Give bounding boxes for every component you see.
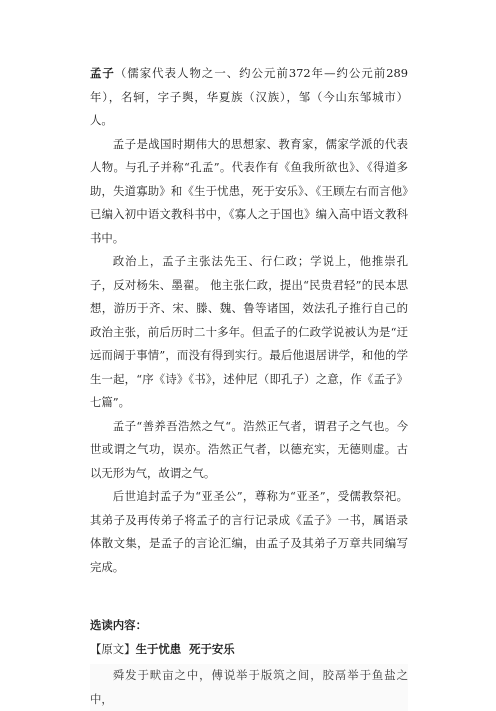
politics-paragraph: 政治上，孟子主张法先王、行仁政；学说上，他推崇孔子，反对杨朱、墨翟。 他主张仁政，提出“民贵君轻”的民本思想，游历于齐、宋、滕、魏、鲁等诸国，效法孔子推行自己的政治主张，前后历时二十多年。但孟子的仁政学说被认为是“迂远而阔于事情”，而没有得到实行。最后他退居讲学，和他的学生一起，“序《诗》《书》，述仲尼（即孔子）之意，作《孟子》七篇”。	[90, 254, 408, 409]
haoran-qi-paragraph: 孟子“善养吾浩然之气“。浩然正气者，谓君子之气也。今世或谓之气功，误亦。浩然正气者，以德充实，无德则虚。古以无形为气，故谓之气。	[90, 418, 408, 480]
legacy-paragraph: 后世追封孟子为“亚圣公”，尊称为“亚圣”，受儒教祭祀。其弟子及再传弟子将孟子的言行记录成《孟子》一书，属语录体散文集，是孟子的言论汇编，由孟子及其弟子万章共同编写完成。	[90, 489, 408, 574]
reading-section-title: 选读内容：	[90, 618, 147, 632]
intro-paragraph	[90, 62, 408, 133]
original-text-label: 【原文】	[90, 641, 136, 656]
biography-paragraph: 孟子是战国时期伟大的思想家、教育家，儒家学派的代表人物。与孔子并称“孔孟”。代表作有《鱼我所欲也》、《得道多助，失道寡助》和《生于忧患，死于安乐》、《王顾左右而言他》已编入初中语文教科书中，《寡人之于国也》编入高中语文教科书中。	[90, 136, 408, 245]
original-text-heading	[90, 638, 408, 662]
essay-title: 生于忧患 死于安乐	[135, 641, 235, 656]
intro-text: （儒家代表人物之一、约公元前372年—约公元前289年），名轲，字子舆，华夏族（汉族），邹（今山东邹城市）人。	[90, 66, 408, 127]
excerpt-text: 舜发于畎亩之中，傅说举于版筑之间，胶鬲举于鱼盐之中，	[90, 664, 408, 711]
document-page	[90, 62, 408, 711]
subject-name: 孟子	[90, 66, 115, 80]
